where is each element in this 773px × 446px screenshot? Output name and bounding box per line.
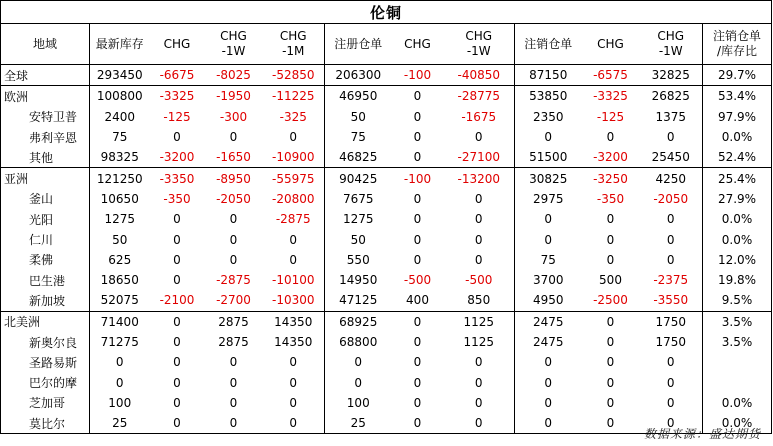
value-cell: -125 — [596, 109, 625, 124]
value-cell: 0 — [666, 130, 675, 145]
value-cell: 0 — [413, 150, 422, 165]
value-cell: 0 — [515, 127, 582, 147]
value-cell: -2100 — [159, 293, 195, 308]
value-cell: 9.5% — [703, 290, 772, 311]
table-title: 伦铜 — [1, 1, 772, 24]
value-cell: 50 — [90, 229, 150, 249]
value-cell: -350 — [163, 191, 191, 206]
value-cell: 0 — [606, 335, 615, 349]
value-cell: 0 — [606, 395, 615, 410]
value-cell: 100800 — [90, 86, 150, 107]
value-cell: 1750 — [640, 311, 703, 332]
column-header: 注销仓单 /库存比 — [703, 24, 772, 65]
region-name-cell: 北美洲 — [1, 311, 90, 332]
value-cell: 46950 — [325, 86, 392, 107]
region-name-cell: 釜山 — [1, 189, 90, 209]
table-body — [1, 65, 772, 434]
column-header: CHG -1W — [444, 24, 515, 65]
header-row — [1, 24, 772, 65]
value-cell: 52075 — [90, 290, 150, 311]
value-cell: 0 — [413, 355, 422, 370]
value-cell: -28775 — [444, 86, 515, 107]
value-cell: 0 — [474, 232, 483, 247]
value-cell: 0 — [392, 311, 444, 332]
value-cell: 0 — [413, 252, 422, 267]
table-row — [1, 393, 772, 413]
value-cell: -3325 — [150, 86, 205, 107]
value-cell: 7675 — [325, 189, 392, 209]
value-cell: 0 — [173, 335, 181, 349]
value-cell: 0.0% — [703, 393, 772, 413]
column-header: 最新库存 — [90, 24, 150, 65]
value-cell: -52850 — [263, 65, 325, 86]
value-cell — [703, 372, 772, 392]
value-cell: 75 — [515, 250, 582, 270]
value-cell: 32825 — [640, 65, 703, 86]
value-cell: -3325 — [582, 86, 640, 107]
value-cell: -1675 — [461, 109, 497, 124]
column-header: CHG — [392, 24, 444, 65]
value-cell: -8950 — [205, 168, 263, 189]
value-cell: 0 — [515, 413, 582, 434]
value-cell: 0.0% — [703, 127, 772, 147]
value-cell: 0 — [413, 375, 422, 390]
value-cell: 71275 — [90, 332, 150, 352]
value-cell: 0 — [666, 395, 675, 410]
region-name-cell: 仁川 — [1, 229, 90, 249]
column-header: CHG -1W — [640, 24, 703, 65]
value-cell: -2875 — [216, 273, 251, 288]
value-cell: 0 — [173, 395, 181, 410]
value-cell: -2050 — [216, 191, 251, 206]
value-cell: 90425 — [325, 168, 392, 189]
value-cell: 0 — [150, 311, 205, 332]
region-name-cell: 芝加哥 — [1, 393, 90, 413]
value-cell: 14950 — [325, 270, 392, 290]
value-cell: 98325 — [90, 147, 150, 168]
value-cell: 14350 — [274, 335, 313, 349]
value-cell: 29.7% — [703, 65, 772, 86]
value-cell: 0 — [229, 375, 238, 390]
value-cell: 0 — [150, 413, 205, 434]
value-cell: 0 — [582, 311, 640, 332]
value-cell: 0 — [515, 352, 582, 372]
value-cell: 25450 — [651, 150, 690, 165]
value-cell: 0.0% — [703, 209, 772, 229]
value-cell: 0 — [474, 375, 483, 390]
value-cell: -3200 — [593, 150, 628, 165]
value-cell: 2875 — [218, 335, 249, 349]
value-cell: 1275 — [90, 209, 150, 229]
value-cell: 25 — [90, 413, 150, 434]
value-cell: 850 — [467, 293, 491, 308]
table-row — [1, 250, 772, 270]
value-cell: 0 — [263, 413, 325, 434]
value-cell: -2375 — [653, 273, 689, 288]
value-cell: -10900 — [271, 150, 315, 165]
value-cell: -100 — [392, 168, 444, 189]
value-cell: 0 — [392, 413, 444, 434]
value-cell: 0 — [606, 355, 615, 370]
value-cell: 0 — [606, 212, 615, 227]
value-cell: 52.4% — [703, 147, 772, 168]
title-row — [1, 1, 772, 24]
value-cell: 53850 — [515, 86, 582, 107]
value-cell: 0 — [666, 232, 675, 247]
value-cell: 10650 — [90, 189, 150, 209]
table-row — [1, 311, 772, 332]
value-cell: 68925 — [325, 311, 392, 332]
region-name-cell: 亚洲 — [1, 168, 90, 189]
value-cell: 293450 — [90, 65, 150, 86]
value-cell: 0 — [229, 232, 238, 247]
value-cell: -27100 — [457, 150, 500, 165]
value-cell: 27.9% — [703, 189, 772, 209]
value-cell: 25 — [325, 413, 392, 434]
value-cell: 0 — [413, 191, 422, 206]
value-cell: 1750 — [655, 335, 687, 349]
region-name-cell: 圣路易斯 — [1, 352, 90, 372]
column-header: 注册仓单 — [325, 24, 392, 65]
table-row — [1, 270, 772, 290]
value-cell: -8025 — [205, 65, 263, 86]
value-cell: -350 — [596, 191, 625, 206]
value-cell: 47125 — [325, 290, 392, 311]
value-cell: 2475 — [515, 332, 582, 352]
value-cell: 0 — [444, 413, 515, 434]
value-cell: 0 — [474, 191, 483, 206]
value-cell: 121250 — [90, 168, 150, 189]
value-cell: 0 — [229, 212, 238, 227]
value-cell: 0.0% — [703, 229, 772, 249]
value-cell: 0 — [205, 413, 263, 434]
value-cell: 2475 — [515, 311, 582, 332]
value-cell: -2500 — [593, 293, 628, 308]
value-cell: -3250 — [582, 168, 640, 189]
value-cell: 0 — [173, 232, 181, 247]
value-cell: -11225 — [263, 86, 325, 107]
value-cell: 500 — [599, 273, 622, 288]
value-cell: 0 — [413, 395, 422, 410]
value-cell: 0 — [515, 393, 582, 413]
column-header: CHG -1M — [263, 24, 325, 65]
value-cell: -3350 — [150, 168, 205, 189]
value-cell: 0 — [173, 130, 181, 145]
value-cell: 0 — [289, 395, 298, 410]
value-cell: 0 — [413, 232, 422, 247]
table-row — [1, 372, 772, 392]
value-cell: 0 — [90, 372, 150, 392]
value-cell: 50 — [325, 229, 392, 249]
column-header: CHG — [582, 24, 640, 65]
region-name-cell: 欧洲 — [1, 86, 90, 107]
value-cell: 0 — [173, 212, 181, 227]
value-cell: 26825 — [640, 86, 703, 107]
table-row — [1, 86, 772, 107]
value-cell: -6675 — [150, 65, 205, 86]
value-cell: 25.4% — [703, 168, 772, 189]
value-cell: 51500 — [515, 147, 582, 168]
region-name-cell: 光阳 — [1, 209, 90, 229]
value-cell: 97.9% — [703, 107, 772, 127]
value-cell: 75 — [325, 127, 392, 147]
region-name-cell: 弗利辛恩 — [1, 127, 90, 147]
value-cell: 206300 — [325, 65, 392, 86]
value-cell: 87150 — [515, 65, 582, 86]
value-cell: 0 — [606, 130, 615, 145]
region-name-cell: 其他 — [1, 147, 90, 168]
value-cell: -100 — [392, 65, 444, 86]
value-cell: 75 — [90, 127, 150, 147]
value-cell: -2050 — [653, 191, 689, 206]
value-cell: 3.5% — [703, 332, 772, 352]
value-cell: 550 — [325, 250, 392, 270]
value-cell: -300 — [219, 109, 248, 124]
value-cell: 0 — [229, 355, 238, 370]
value-cell: 2875 — [205, 311, 263, 332]
value-cell: 0 — [474, 355, 483, 370]
value-cell: 1125 — [463, 335, 495, 349]
table-row — [1, 147, 772, 168]
value-cell: 0 — [606, 252, 615, 267]
table-row — [1, 290, 772, 311]
value-cell: 0 — [325, 372, 392, 392]
table-row — [1, 209, 772, 229]
value-cell: 0 — [90, 352, 150, 372]
value-cell: 50 — [325, 107, 392, 127]
value-cell: 1125 — [444, 311, 515, 332]
table-row — [1, 107, 772, 127]
table-row — [1, 127, 772, 147]
value-cell: -125 — [163, 109, 191, 124]
table-row — [1, 352, 772, 372]
value-cell: -2875 — [275, 212, 311, 227]
value-cell: 2350 — [515, 107, 582, 127]
value-cell: -13200 — [444, 168, 515, 189]
value-cell: 0 — [474, 130, 483, 145]
value-cell: -20800 — [271, 191, 315, 206]
table-row — [1, 189, 772, 209]
region-name-cell: 巴生港 — [1, 270, 90, 290]
value-cell: 18650 — [90, 270, 150, 290]
value-cell: 0 — [173, 252, 181, 267]
value-cell: -1650 — [216, 150, 251, 165]
value-cell: 19.8% — [703, 270, 772, 290]
value-cell: 1275 — [325, 209, 392, 229]
value-cell: 0 — [289, 375, 298, 390]
value-cell: 100 — [325, 393, 392, 413]
column-header: CHG -1W — [205, 24, 263, 65]
value-cell: -325 — [279, 109, 307, 124]
value-cell: -3550 — [653, 293, 689, 308]
value-cell: 0 — [515, 209, 582, 229]
value-cell: 0 — [606, 232, 615, 247]
value-cell: 71400 — [90, 311, 150, 332]
value-cell: 0 — [413, 109, 422, 124]
value-cell: 30825 — [515, 168, 582, 189]
value-cell: 4250 — [640, 168, 703, 189]
table-row — [1, 168, 772, 189]
value-cell: -2700 — [216, 293, 251, 308]
value-cell: 0 — [325, 352, 392, 372]
value-cell: -500 — [403, 273, 432, 288]
value-cell: 0 — [582, 413, 640, 434]
region-name-cell: 全球 — [1, 65, 90, 86]
value-cell: 0 — [392, 86, 444, 107]
value-cell: -10300 — [271, 293, 315, 308]
value-cell: 0 — [666, 252, 675, 267]
value-cell: 2400 — [90, 107, 150, 127]
value-cell: 400 — [406, 293, 429, 308]
value-cell: 0 — [666, 375, 675, 390]
value-cell: 0 — [229, 130, 238, 145]
value-cell: 2975 — [515, 189, 582, 209]
value-cell: 0 — [173, 375, 181, 390]
table-row — [1, 229, 772, 249]
value-cell: 0 — [515, 229, 582, 249]
value-cell: 0 — [474, 212, 483, 227]
value-cell: 0.0% — [703, 413, 772, 434]
value-cell: 0 — [173, 355, 181, 370]
value-cell: 3.5% — [703, 311, 772, 332]
value-cell: 0 — [289, 252, 298, 267]
value-cell: -6575 — [582, 65, 640, 86]
column-header: 地域 — [1, 24, 90, 65]
region-name-cell: 安特卫普 — [1, 107, 90, 127]
value-cell: -10100 — [271, 273, 315, 288]
value-cell — [703, 352, 772, 372]
value-cell: 100 — [90, 393, 150, 413]
table-row — [1, 332, 772, 352]
value-cell: 0 — [413, 130, 422, 145]
table-row — [1, 65, 772, 86]
value-cell: 53.4% — [703, 86, 772, 107]
region-name-cell: 新加坡 — [1, 290, 90, 311]
region-name-cell: 巴尔的摩 — [1, 372, 90, 392]
value-cell: 0 — [515, 372, 582, 392]
value-cell: 0 — [229, 395, 238, 410]
value-cell: -40850 — [444, 65, 515, 86]
value-cell: 46825 — [325, 147, 392, 168]
value-cell: 68800 — [325, 332, 392, 352]
value-cell: 625 — [90, 250, 150, 270]
region-name-cell: 柔佛 — [1, 250, 90, 270]
value-cell: 3700 — [515, 270, 582, 290]
value-cell: -55975 — [263, 168, 325, 189]
value-cell: 1375 — [655, 109, 687, 124]
value-cell: -3200 — [159, 150, 195, 165]
value-cell: 0 — [229, 252, 238, 267]
value-cell: 0 — [606, 375, 615, 390]
value-cell: 14350 — [263, 311, 325, 332]
value-cell: 0 — [289, 355, 298, 370]
value-cell: -1950 — [205, 86, 263, 107]
value-cell: 0 — [474, 252, 483, 267]
value-cell: 0 — [666, 212, 675, 227]
region-name-cell: 新奥尔良 — [1, 332, 90, 352]
value-cell: 12.0% — [703, 250, 772, 270]
value-cell: 0 — [413, 335, 422, 349]
column-header: 注销仓单 — [515, 24, 582, 65]
value-cell: 0 — [173, 273, 181, 288]
value-cell: 0 — [413, 212, 422, 227]
value-cell: 0 — [666, 355, 675, 370]
value-cell: 0 — [289, 130, 298, 145]
value-cell: 4950 — [515, 290, 582, 311]
value-cell: 0 — [640, 413, 703, 434]
value-cell: 0 — [289, 232, 298, 247]
value-cell: 0 — [474, 395, 483, 410]
region-name-cell: 莫比尔 — [1, 413, 90, 434]
value-cell: -500 — [465, 273, 493, 288]
data-source-note: 数据来源：盛达期货 — [643, 427, 761, 441]
column-header: CHG — [150, 24, 205, 65]
